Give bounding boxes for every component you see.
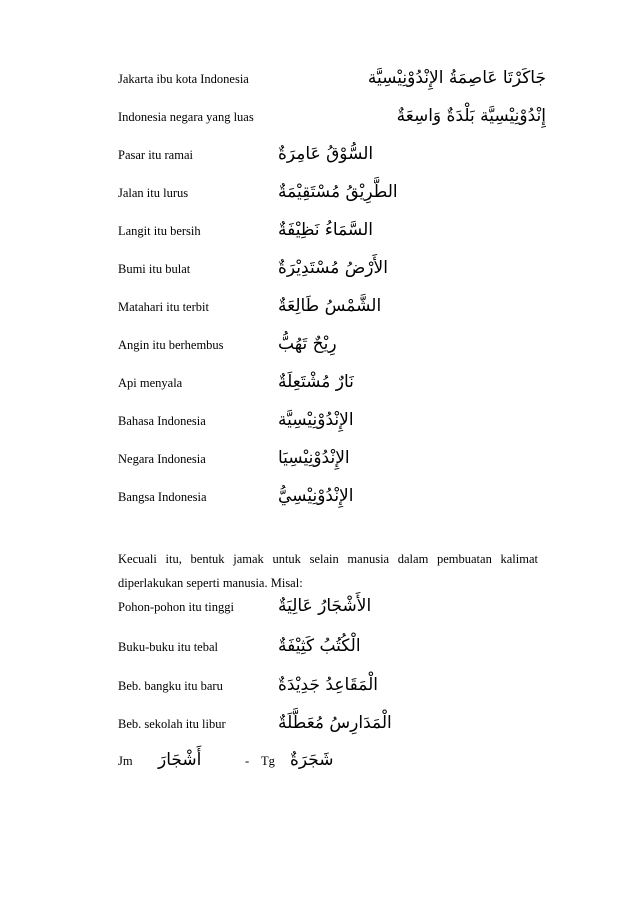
sentence-arabic: الطَّرِيْقُ مُسْتَقِيْمَةٌ — [278, 182, 398, 202]
plural-singular-note — [118, 752, 538, 774]
sentence-latin: Langit itu bersih — [118, 224, 201, 238]
sentence-latin: Bumi itu bulat — [118, 262, 191, 276]
sentence-latin: Angin itu berhembus — [118, 338, 224, 352]
dash-separator: - — [245, 754, 250, 768]
sentence-latin: Api menyala — [118, 376, 183, 390]
sentence-row-10 — [118, 412, 538, 434]
sentence-arabic: السُّوْقُ عَامِرَةٌ — [278, 144, 374, 164]
sentence-latin: Indonesia negara yang luas — [118, 110, 254, 124]
sentence-row-8 — [118, 336, 538, 358]
sentence-row-3 — [118, 146, 538, 168]
sentence-row-9 — [118, 374, 538, 396]
sentence-arabic: الإِنْدُوْنِيْسِيُّ — [278, 486, 354, 506]
sentence-arabic: رِيْحٌ تَهُبُّ — [278, 334, 337, 354]
example-arabic: الْمَدَارِسُ مُعَطَّلَةٌ — [278, 713, 392, 733]
sentence-row-7 — [118, 298, 538, 320]
sentence-arabic: الشَّمْسُ طَالِعَةٌ — [278, 296, 382, 316]
sentence-arabic: جَاكَرْتَا عَاصِمَةُ الإِنْدُوْنِيْسِيَّة — [367, 68, 546, 88]
explanation-paragraph: Kecuali itu, bentuk jamak untuk selain manusia dalam pembuatan kalimat diperlakukan seperti manusia. Misal: — [118, 552, 538, 590]
sentence-latin: Jakarta ibu kota Indonesia — [118, 72, 249, 86]
sentence-arabic: الإِنْدُوْنِيْسِيَا — [278, 448, 350, 468]
sentence-arabic: إِنْدُوْنِيْسِيَّة بَلْدَةٌ وَاسِعَةٌ — [396, 106, 546, 126]
example-row-1 — [118, 598, 538, 620]
sentence-arabic: السَّمَاءُ نَظِيْفَةٌ — [278, 220, 373, 240]
example-arabic: الأَشْجَارُ عَالِيَةٌ — [278, 596, 372, 616]
sentence-latin: Negara Indonesia — [118, 452, 206, 466]
sentence-row-4 — [118, 184, 538, 206]
jm-arabic: أَشْجَارَ — [158, 750, 202, 770]
example-arabic: الْمَقَاعِدُ جَدِيْدَةٌ — [278, 675, 378, 695]
tg-label: Tg — [261, 754, 275, 768]
tg-arabic: شَجَرَةٌ — [290, 750, 334, 770]
example-arabic: الْكُتُبُ كَثِيْفَةٌ — [278, 636, 361, 656]
example-latin: Beb. bangku itu baru — [118, 679, 223, 693]
example-row-2 — [118, 638, 538, 660]
example-latin: Pohon-pohon itu tinggi — [118, 600, 234, 614]
sentence-row-1 — [118, 68, 546, 92]
sentence-arabic: الأَرْضُ مُسْتَدِيْرَةٌ — [278, 258, 388, 278]
sentence-latin: Bangsa Indonesia — [118, 490, 207, 504]
sentence-row-2 — [118, 106, 546, 130]
sentence-arabic: نَارٌ مُشْتَعِلَةٌ — [278, 372, 354, 392]
sentence-latin: Jalan itu lurus — [118, 186, 189, 200]
sentence-row-11 — [118, 450, 538, 472]
sentence-arabic: الإِنْدُوْنِيْسِيَّة — [278, 410, 354, 430]
example-row-3 — [118, 677, 538, 699]
sentence-latin: Pasar itu ramai — [118, 148, 193, 162]
jm-label: Jm — [118, 754, 133, 768]
sentence-row-12 — [118, 488, 538, 510]
sentence-row-6 — [118, 260, 538, 282]
sentence-latin: Matahari itu terbit — [118, 300, 209, 314]
example-latin: Buku-buku itu tebal — [118, 640, 218, 654]
sentence-latin: Bahasa Indonesia — [118, 414, 206, 428]
example-row-4 — [118, 715, 538, 737]
sentence-row-5 — [118, 222, 538, 244]
example-latin: Beb. sekolah itu libur — [118, 717, 226, 731]
